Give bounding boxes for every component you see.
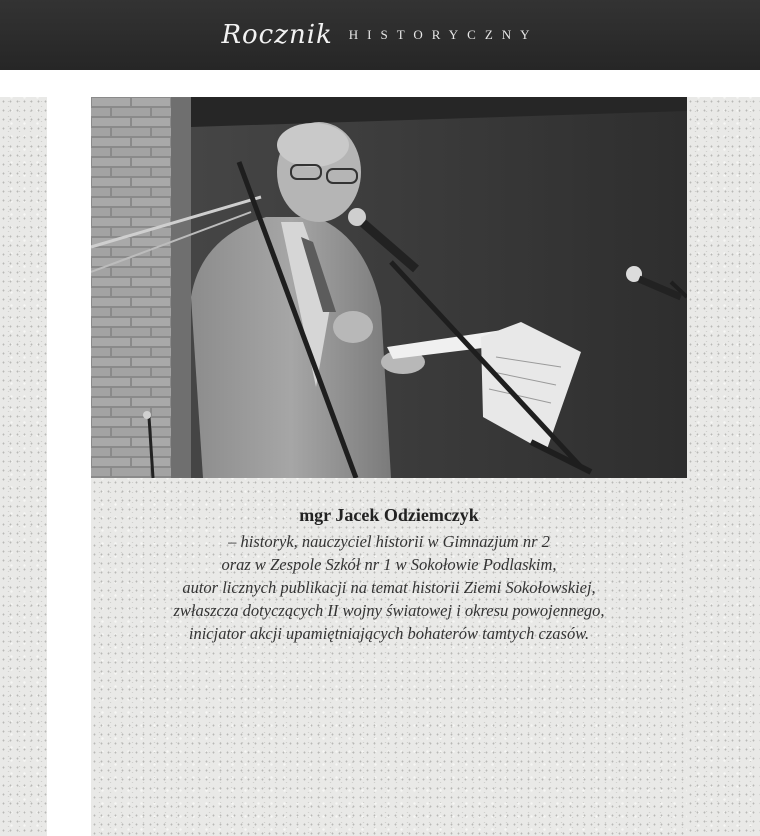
right-texture-strip — [687, 97, 760, 836]
caption-line: autor licznych publikacji na temat historii Ziemi Sokołowskiej, — [182, 578, 596, 597]
speaker-photo — [91, 97, 687, 478]
left-texture-strip — [0, 97, 47, 836]
brand-caps-title: HISTORYCZNY — [348, 27, 539, 42]
caption-line: zwłaszcza dotyczących II wojny światowej i okresu powojennego, — [173, 601, 605, 620]
caption-line: inicjator akcji upamiętniających bohaterów tamtych czasów. — [188, 624, 590, 643]
photo-illustration — [91, 97, 687, 478]
caption-line: oraz w Zespole Szkół nr 1 w Sokołowie Podlaskim, — [221, 555, 557, 574]
brand-script-title: Rocznik — [221, 20, 333, 50]
caption-name: mgr Jacek Odziemczyk — [299, 505, 479, 525]
caption-line: – historyk, nauczyciel historii w Gimnazjum nr 2 — [228, 532, 550, 551]
photo-caption — [91, 505, 687, 645]
page-header — [0, 0, 760, 70]
